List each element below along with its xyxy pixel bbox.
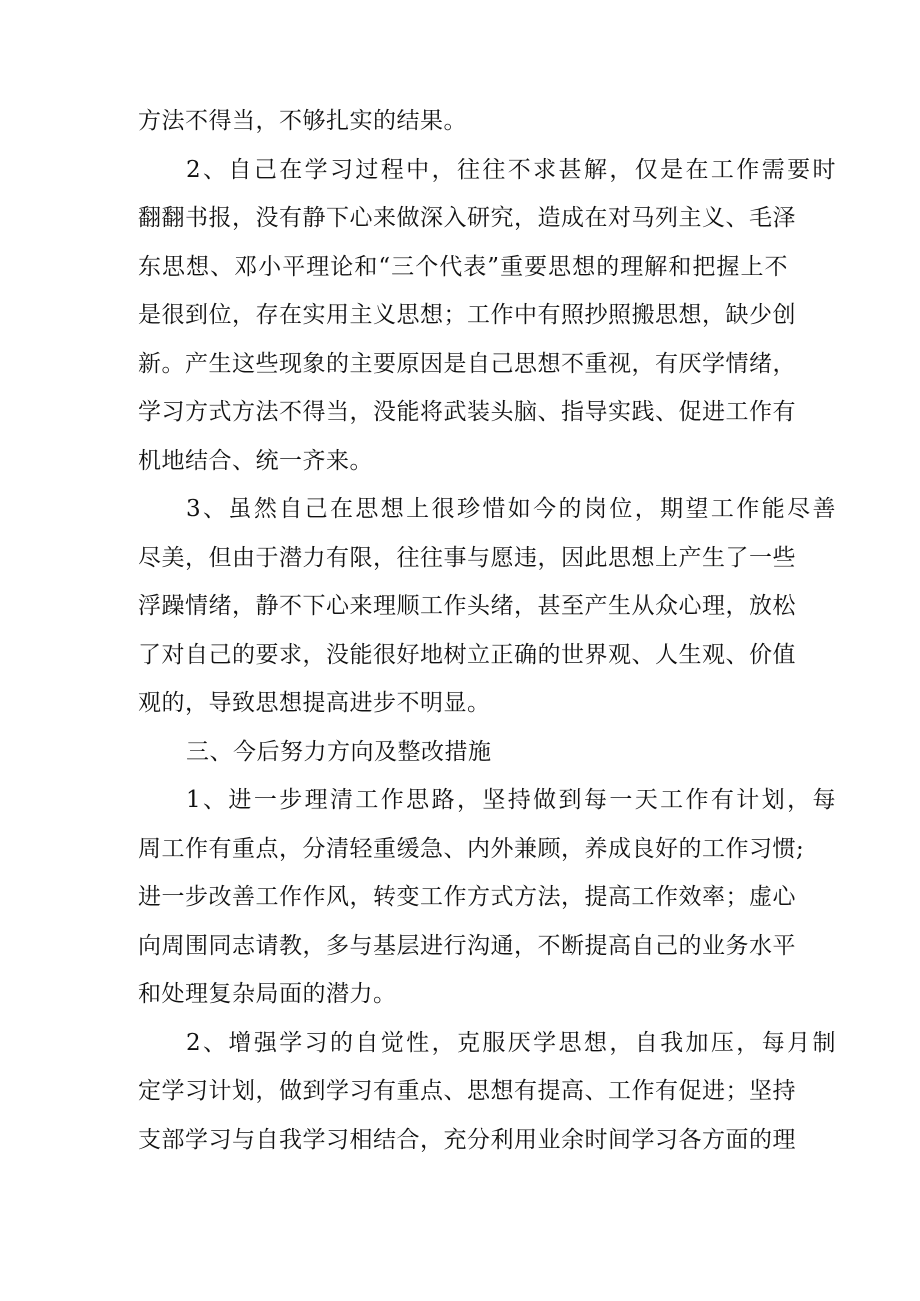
paragraph-start-line: 1、进一步理清工作思路，坚持做到每一天工作有计划，每 bbox=[186, 787, 836, 813]
text-line: 进一步改善工作作风，转变工作方式方法，提高工作效率；虚心 bbox=[138, 884, 796, 910]
text-line: 周工作有重点，分清轻重缓急、内外兼顾，养成良好的工作习惯; bbox=[138, 835, 805, 862]
text-line: 学习方式方法不得当，没能将武装头脑、指导实践、促进工作有 bbox=[138, 399, 796, 425]
text-line: 浮躁情绪，静不下心来理顺工作头绪，甚至产生从众心理，放松 bbox=[138, 593, 796, 619]
text-line: 新。产生这些现象的主要原因是自己思想不重视，有厌学情绪， bbox=[138, 350, 796, 377]
document-page bbox=[138, 97, 836, 1164]
text-line: 尽美，但由于潜力有限，往往事与愿违，因此思想上产生了一些 bbox=[138, 544, 796, 571]
text-line: 观的，导致思想提高进步不明显。 bbox=[138, 690, 491, 716]
section-heading: 三、今后努力方向及整改措施 bbox=[186, 738, 492, 765]
paragraph-start-line: 2、增强学习的自觉性，克服厌学思想，自我加压，每月制 bbox=[186, 1029, 836, 1056]
text-line: 向周围同志请教，多与基层进行沟通，不断提高自己的业务水平 bbox=[138, 932, 796, 959]
text-line: 支部学习与自我学习相结合，充分利用业余时间学习各方面的理 bbox=[138, 1126, 796, 1153]
text-line: 机地结合、统一齐来。 bbox=[138, 447, 373, 474]
text-line: 方法不得当，不够扎实的结果。 bbox=[138, 108, 467, 134]
text-line: 翻翻书报，没有静下心来做深入研究，造成在对马列主义、毛泽 bbox=[138, 205, 796, 231]
text-line: 了对自己的要求，没能很好地树立正确的世界观、人生观、价值 bbox=[138, 641, 796, 668]
paragraph-start-line: 3、虽然自己在思想上很珍惜如今的岗位，期望工作能尽善 bbox=[186, 496, 836, 522]
text-line: 和处理复杂局面的潜力。 bbox=[138, 981, 397, 1007]
text-line: 是很到位，存在实用主义思想；工作中有照抄照搬思想，缺少创 bbox=[138, 302, 796, 328]
text-line: 定学习计划，做到学习有重点、思想有提高、工作有促进；坚持 bbox=[138, 1078, 796, 1104]
text-line: 东思想、邓小平理论和“三个代表”重要思想的理解和把握上不 bbox=[138, 253, 788, 280]
paragraph-start-line: 2、自己在学习过程中，往往不求甚解，仅是在工作需要时 bbox=[186, 156, 836, 183]
